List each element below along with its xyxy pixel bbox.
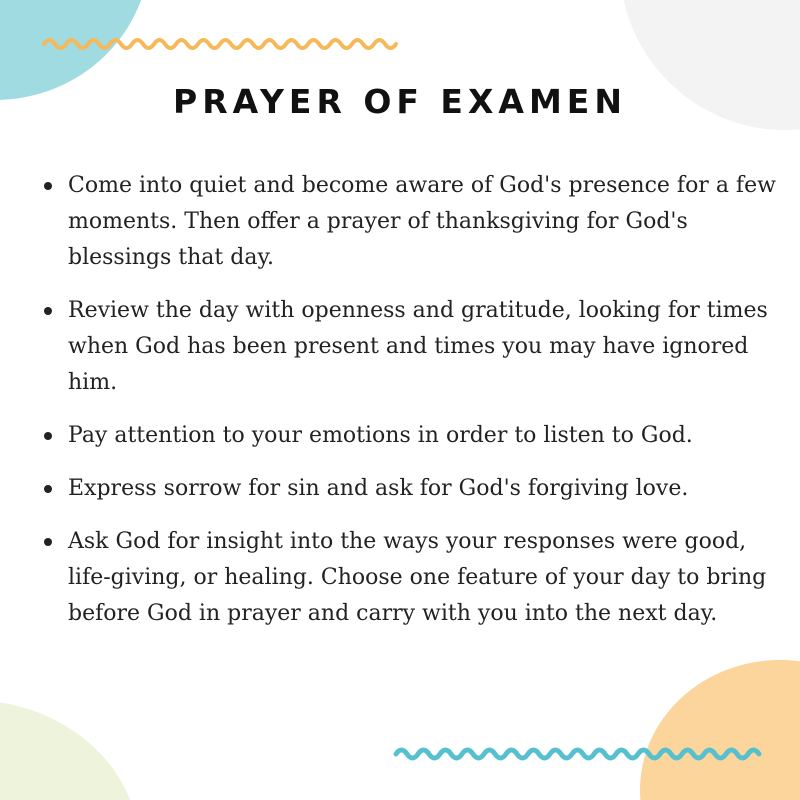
page-title: PRAYER OF EXAMEN [173, 82, 627, 121]
list-item-text: Come into quiet and become aware of God's presence for a few moments. Then offer a prayer of thanksgiving for God's blessings that day. [68, 173, 776, 270]
wavy-line-top-path [44, 40, 396, 48]
list-item-text: Review the day with openness and gratitude, looking for times when God has been present and times you may have ignored him. [68, 298, 768, 395]
bullet-dot [44, 538, 52, 546]
bullet-dot [44, 485, 52, 493]
wavy-line-top [40, 32, 402, 56]
list-item [38, 293, 778, 401]
list-item-text: Pay attention to your emotions in order to listen to God. [68, 423, 693, 448]
wavy-line-bottom [392, 742, 762, 766]
bullet-dot [44, 182, 52, 190]
corner-blob-bottom-right [640, 660, 800, 800]
list-item [38, 524, 778, 632]
list-item [38, 471, 778, 507]
list-item-text: Express sorrow for sin and ask for God's forgiving love. [68, 476, 689, 501]
list-item [38, 418, 778, 454]
bullet-dot [44, 432, 52, 440]
list-item [38, 168, 778, 276]
bullet-dot [44, 307, 52, 315]
list-item-text: Ask God for insight into the ways your responses were good, life-giving, or healing. Choose one feature of your day to bring before God in prayer and carry with you into the next day. [68, 529, 767, 626]
examen-steps-list [38, 168, 778, 649]
corner-blob-bottom-left [0, 700, 140, 800]
wavy-line-bottom-path [396, 750, 759, 758]
